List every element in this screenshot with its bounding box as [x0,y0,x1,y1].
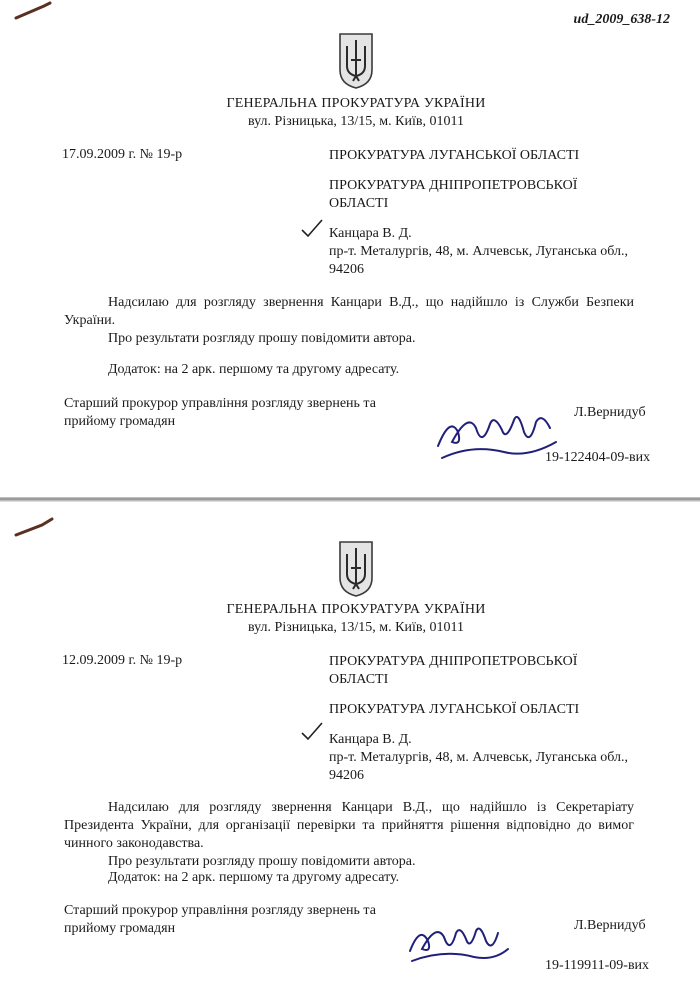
recipient-line: ОБЛАСТІ [329,672,389,687]
attachment-note: Додаток: на 2 арк. першому та другому адресату. [108,362,400,377]
registration-number: 19-119911-09-вих [545,958,650,973]
recipient-line: ПРОКУРАТУРА ЛУГАНСЬКОЇ ОБЛАСТІ [329,702,580,717]
citizen-address: пр-т. Металургів, 48, м. Алчевськ, Луганська обл., [329,244,628,259]
org-name: ГЕНЕРАЛЬНА ПРОКУРАТУРА УКРАЇНИ [226,602,486,617]
recipient-line: ПРОКУРАТУРА ДНІПРОПЕТРОВСЬКОЇ [329,654,578,669]
handwritten-signature [404,915,514,971]
org-header [0,95,700,131]
signer-title-line: Старший прокурор управління розгляду звернень та [64,396,376,411]
signer-title [64,395,376,431]
signer-name: Л.Вернидуб [574,405,646,420]
smudge-mark [14,513,54,539]
document-id: ud_2009_638-12 [573,12,670,27]
citizen-address: 94206 [329,262,364,277]
body-paragraph: Надсилаю для розгляду звернення Канцари В.Д., що надійшло із Секретаріату Президента України, для організації перевірки та прийняття рішення відповідно до вимог чинного законодавства. [64,800,634,851]
recipient-block [329,653,628,785]
smudge-mark [14,0,54,22]
signer-title-line: прийому громадян [64,921,176,936]
sheet-divider [0,497,700,502]
recipient-line: ПРОКУРАТУРА ЛУГАНСЬКОЇ ОБЛАСТІ [329,148,580,163]
check-mark-icon [300,721,324,741]
registration-number: 19-122404-09-вих [545,450,651,465]
citizen-address: 94206 [329,768,364,783]
signer-title-line: прийому громадян [64,414,176,429]
recipient-block [329,147,628,279]
check-mark-icon [300,218,324,238]
signer-title-line: Старший прокурор управління розгляду звернень та [64,903,376,918]
attachment-note: Додаток: на 2 арк. першому та другому адресату. [108,870,400,885]
org-name: ГЕНЕРАЛЬНА ПРОКУРАТУРА УКРАЇНИ [226,96,486,111]
body-paragraph: Про результати розгляду прошу повідомити автора. [108,854,416,869]
citizen-address: пр-т. Металургів, 48, м. Алчевськ, Луганська обл., [329,750,628,765]
body-paragraph: Про результати розгляду прошу повідомити автора. [108,331,416,346]
org-address: вул. Різницька, 13/15, м. Київ, 01011 [248,114,464,129]
recipient-line: ПРОКУРАТУРА ДНІПРОПЕТРОВСЬКОЇ [329,178,578,193]
citizen-name: Канцара В. Д. [329,732,412,747]
recipient-line: ОБЛАСТІ [329,196,389,211]
signer-name: Л.Вернидуб [574,918,646,933]
org-address: вул. Різницька, 13/15, м. Київ, 01011 [248,620,464,635]
org-header [0,601,700,637]
trident-emblem-icon [336,538,376,598]
handwritten-signature [432,402,562,472]
date-number: 12.09.2009 г. № 19-р [62,653,183,668]
citizen-name: Канцара В. Д. [329,226,412,241]
body-paragraph: Надсилаю для розгляду звернення Канцари В.Д., що надійшло із Служби Безпеки України. [64,295,634,328]
signer-title [64,902,376,938]
date-number: 17.09.2009 г. № 19-р [62,147,183,162]
trident-emblem-icon [336,30,376,90]
letter-sheet-2 [0,503,700,990]
